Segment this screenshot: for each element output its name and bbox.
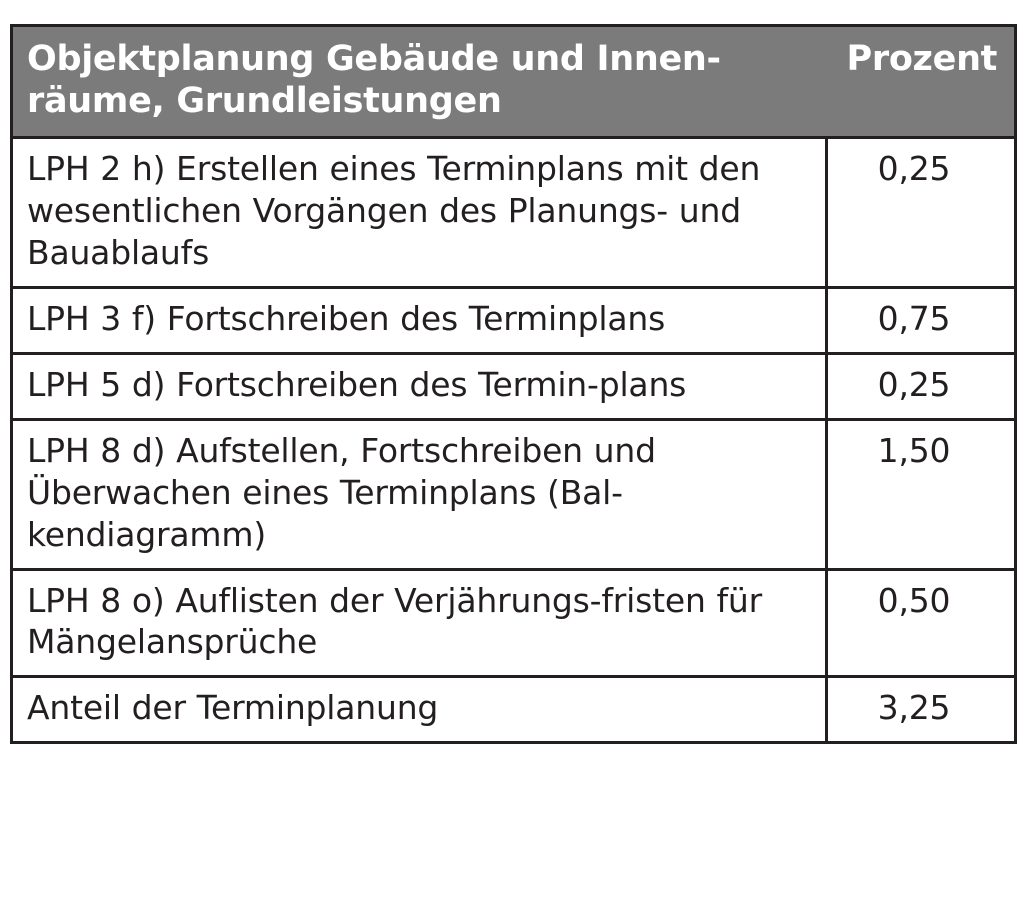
column-header-description: Objektplanung Gebäude und Innen-räume, Grundleistungen	[12, 26, 827, 138]
cell-percent: 0,50	[827, 569, 1016, 677]
table-row	[12, 288, 1016, 354]
table-row	[12, 569, 1016, 677]
cell-description	[12, 353, 827, 419]
cell-description	[12, 288, 827, 354]
table-header-row	[12, 26, 1016, 138]
table-row	[12, 353, 1016, 419]
description-text: LPH 3 f) Fortschreiben des Terminplans	[27, 299, 666, 338]
cell-percent: 0,25	[827, 353, 1016, 419]
column-header-percent: Prozent	[827, 26, 1016, 138]
table-body	[12, 138, 1016, 743]
description-text: LPH 8 d) Aufstellen, Fortschreiben und Überwachen eines Terminplans (Bal-kendiagramm)	[27, 430, 656, 554]
cell-percent: 1,50	[827, 419, 1016, 569]
cell-description	[12, 138, 827, 288]
table-row-total	[12, 677, 1016, 743]
description-text: Anteil der Terminplanung	[27, 688, 439, 728]
cell-percent: 0,75	[827, 288, 1016, 354]
description-text: LPH 2 h) Erstellen eines Terminplans mit den wesentlichen Vorgängen des Planungs- und Bauablaufs	[27, 149, 761, 273]
description-text: LPH 5 d) Fortschreiben des Termin-plans	[27, 364, 687, 404]
cell-description	[12, 677, 827, 743]
percent-share-table	[10, 24, 1017, 744]
cell-percent: 3,25	[827, 677, 1016, 743]
table-row	[12, 138, 1016, 288]
cell-description	[12, 419, 827, 569]
cell-description	[12, 569, 827, 677]
description-text: LPH 8 o) Auflisten der Verjährungs-fristen für Mängelansprüche	[27, 580, 762, 662]
table-header	[12, 26, 1016, 138]
cell-percent: 0,25	[827, 138, 1016, 288]
table-row	[12, 419, 1016, 569]
